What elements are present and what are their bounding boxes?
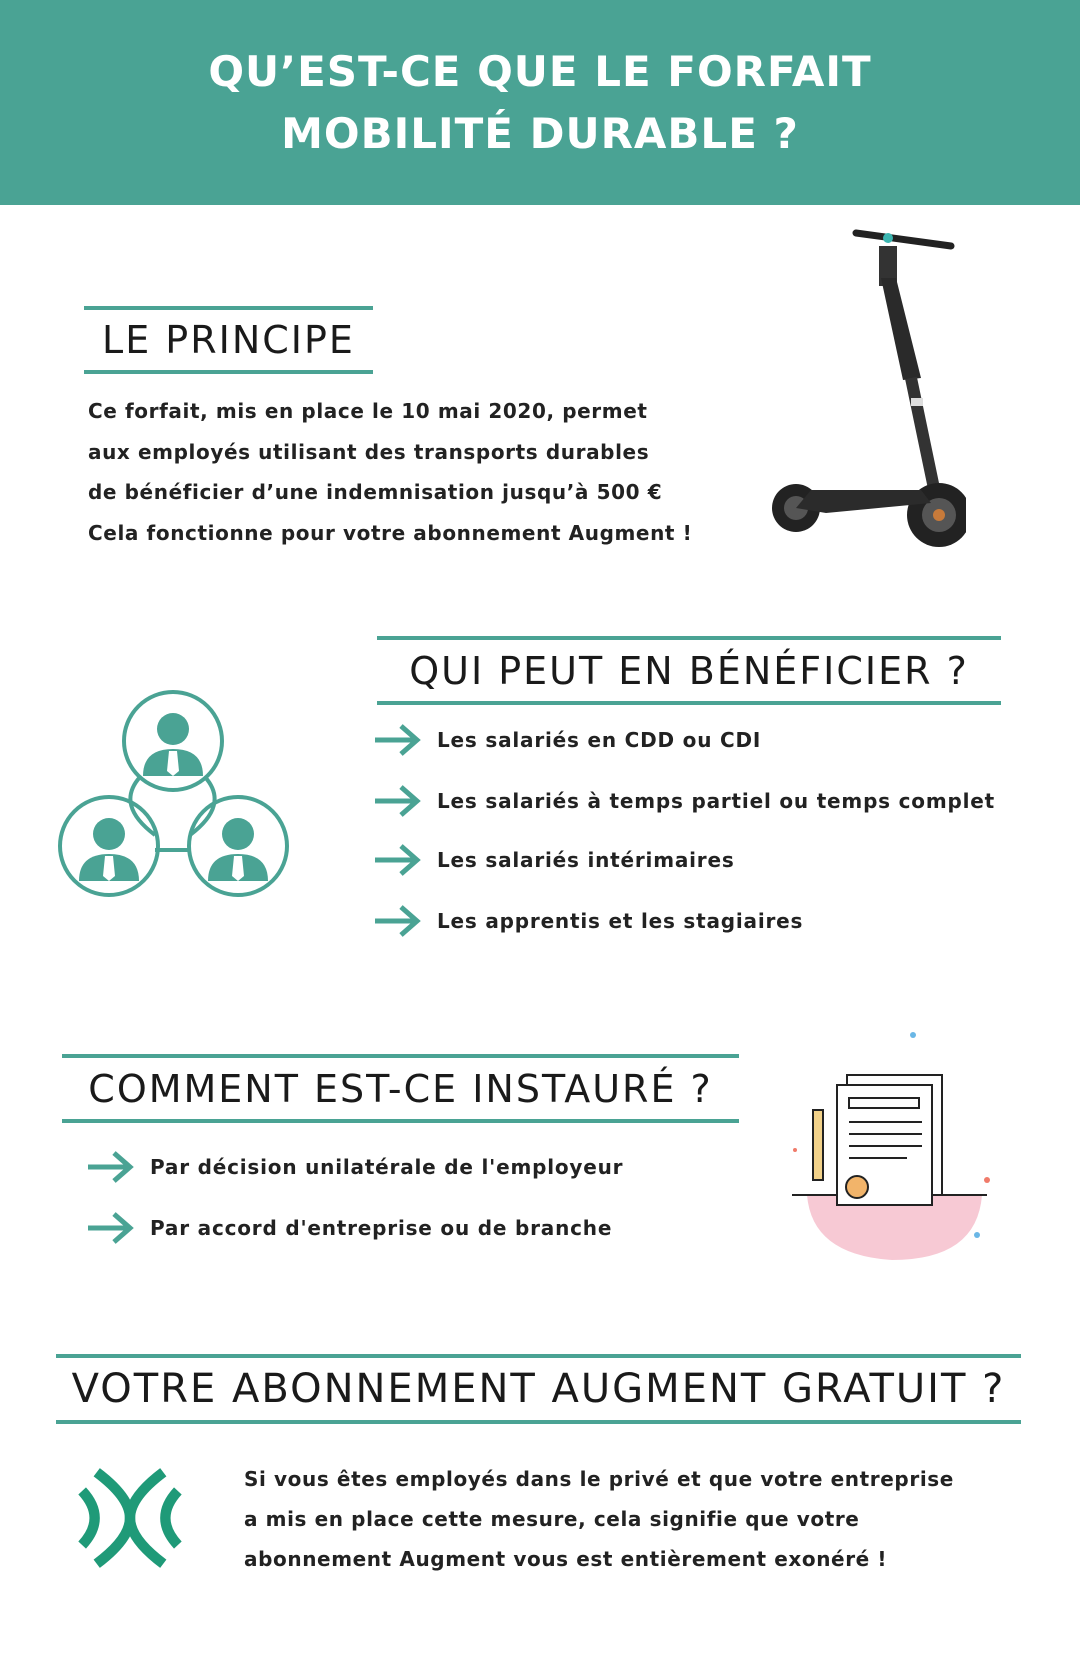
votre-heading: VOTRE ABONNEMENT AUGMENT GRATUIT ? xyxy=(56,1354,1021,1424)
votre-line: abonnement Augment vous est entièrement exonéré ! xyxy=(244,1547,888,1571)
arrow-right-icon xyxy=(373,903,423,939)
contract-document-illustration xyxy=(787,1030,992,1270)
qui-list-item xyxy=(373,842,735,878)
principe-line: Cela fonctionne pour votre abonnement Augment ! xyxy=(88,520,693,545)
comment-list-item xyxy=(86,1149,623,1185)
comment-item-text: Par décision unilatérale de l'employeur xyxy=(150,1155,624,1179)
qui-item-text: Les salariés à temps partiel ou temps complet xyxy=(437,789,995,813)
comment-list-item xyxy=(86,1210,612,1246)
qui-list-item xyxy=(373,903,803,939)
qui-item-text: Les apprentis et les stagiaires xyxy=(437,909,804,933)
arrow-right-icon xyxy=(86,1149,136,1185)
arrow-right-icon xyxy=(373,783,423,819)
qui-list-item xyxy=(373,722,761,758)
votre-text xyxy=(244,1459,954,1579)
qui-item-text: Les salariés intérimaires xyxy=(437,848,735,872)
principe-text xyxy=(88,391,692,553)
comment-heading: COMMENT EST-CE INSTAURÉ ? xyxy=(62,1054,739,1123)
qui-heading: QUI PEUT EN BÉNÉFICIER ? xyxy=(377,636,1001,705)
header-title-line2: MOBILITÉ DURABLE ? xyxy=(281,108,799,158)
qui-list-item xyxy=(373,783,995,819)
principe-heading: LE PRINCIPE xyxy=(84,306,373,374)
votre-line: a mis en place cette mesure, cela signifie que votre xyxy=(244,1507,860,1531)
qui-item-text: Les salariés en CDD ou CDI xyxy=(437,728,762,752)
people-network-icon xyxy=(55,685,295,905)
arrow-right-icon xyxy=(86,1210,136,1246)
principe-line: aux employés utilisant des transports durables xyxy=(88,439,650,464)
augment-logo xyxy=(78,1466,182,1570)
arrow-right-icon xyxy=(373,722,423,758)
header-banner xyxy=(0,0,1080,205)
arrow-right-icon xyxy=(373,842,423,878)
principe-line: de bénéficier d’une indemnisation jusqu’à 500 € xyxy=(88,480,663,504)
scooter-illustration xyxy=(771,228,966,554)
votre-line: Si vous êtes employés dans le privé et que votre entreprise xyxy=(244,1467,954,1491)
comment-item-text: Par accord d'entreprise ou de branche xyxy=(150,1216,613,1240)
principe-line: Ce forfait, mis en place le 10 mai 2020, permet xyxy=(88,399,648,423)
header-title-line1: QU’EST-CE QUE LE FORFAIT xyxy=(208,46,872,96)
